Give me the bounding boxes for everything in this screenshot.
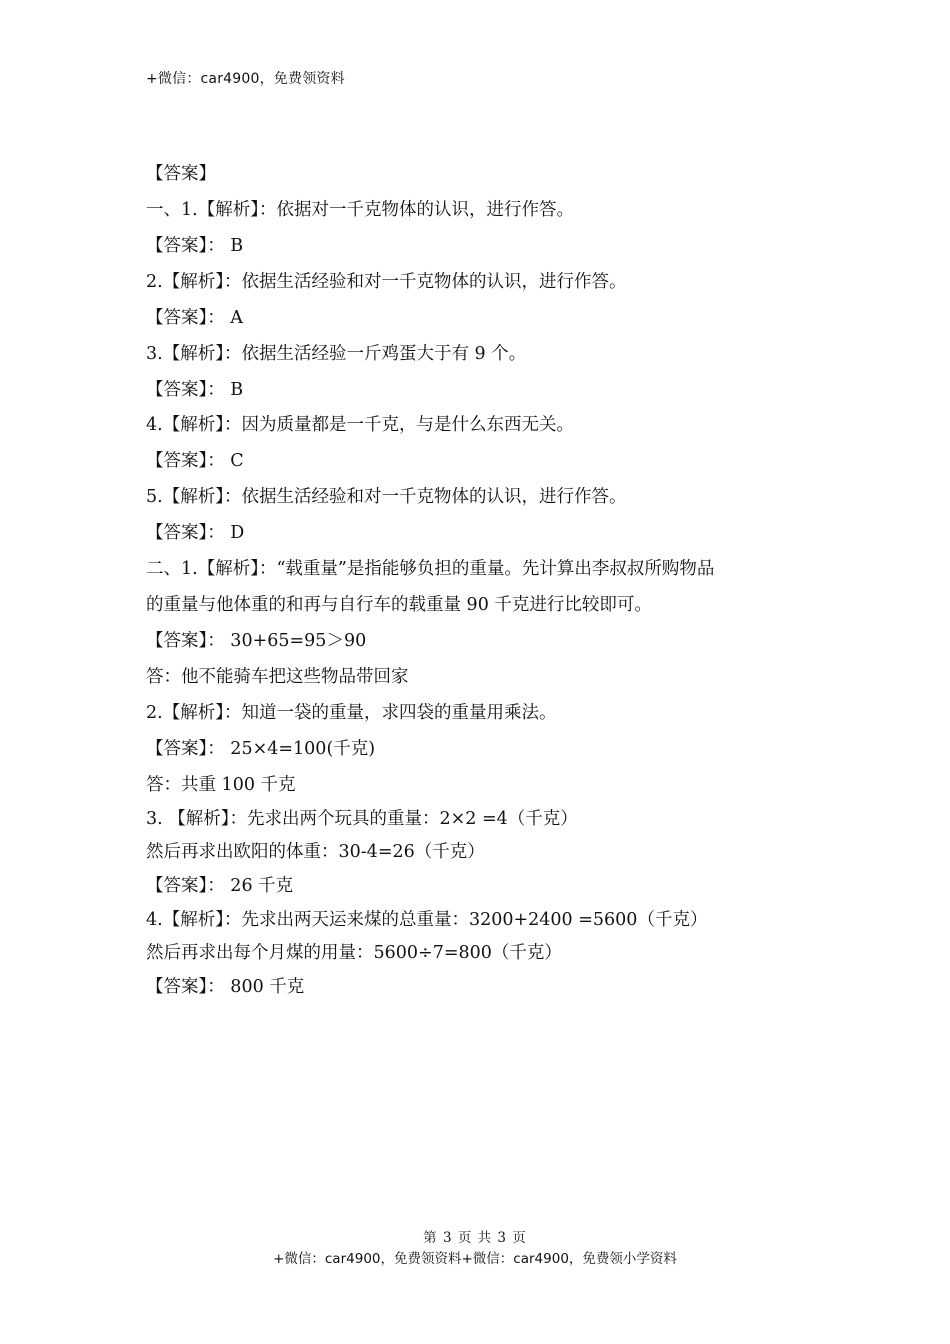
answer-line: 【答案】： 30+65=95＞90: [146, 631, 367, 651]
answer-line: 【答案】： 800 千克: [146, 977, 305, 997]
analysis-line: 二、1.【解析】：“载重量”是指能够负担的重量。先计算出李叔叔所购物品: [146, 559, 715, 579]
reply-line: 答：共重 100 千克: [146, 775, 296, 795]
answer-line: 【答案】： D: [146, 523, 245, 543]
answer-line: 【答案】： 26 千克: [146, 876, 294, 896]
section-heading: 【答案】: [146, 164, 216, 184]
analysis-line: 4.【解析】：先求出两天运来煤的总重量：3200+2400 =5600（千克）: [146, 910, 708, 930]
analysis-line: 2.【解析】：知道一袋的重量，求四袋的重量用乘法。: [146, 703, 557, 723]
analysis-line: 一、1.【解析】：依据对一千克物体的认识，进行作答。: [146, 200, 574, 220]
page-number: 第 3 页 共 3 页: [423, 1230, 527, 1246]
analysis-line-continued: 然后再求出每个月煤的用量：5600÷7=800（千克）: [146, 943, 562, 963]
answer-line: 【答案】： 25×4=100(千克): [146, 739, 376, 759]
analysis-line: 5.【解析】：依据生活经验和对一千克物体的认识，进行作答。: [146, 487, 627, 507]
analysis-line: 4.【解析】：因为质量都是一千克，与是什么东西无关。: [146, 415, 574, 435]
footer-note: +微信：car4900，免费领资料+微信：car4900，免费领小学资料: [273, 1251, 677, 1267]
header-note: +微信：car4900，免费领资料: [146, 71, 345, 87]
answer-line: 【答案】： B: [146, 236, 244, 256]
reply-line: 答：他不能骑车把这些物品带回家: [146, 667, 409, 687]
answer-line: 【答案】： A: [146, 308, 243, 328]
answer-line: 【答案】： C: [146, 451, 244, 471]
answer-line: 【答案】： B: [146, 380, 244, 400]
analysis-line-continued: 然后再求出欧阳的体重：30-4=26（千克）: [146, 842, 485, 862]
analysis-line: 3.【解析】：依据生活经验一斤鸡蛋大于有 9 个。: [146, 344, 527, 364]
analysis-line-continued: 的重量与他体重的和再与自行车的载重量 90 千克进行比较即可。: [146, 595, 652, 615]
analysis-line: 2.【解析】：依据生活经验和对一千克物体的认识，进行作答。: [146, 272, 627, 292]
analysis-line: 3. 【解析】：先求出两个玩具的重量：2×2 =4（千克）: [146, 809, 578, 829]
